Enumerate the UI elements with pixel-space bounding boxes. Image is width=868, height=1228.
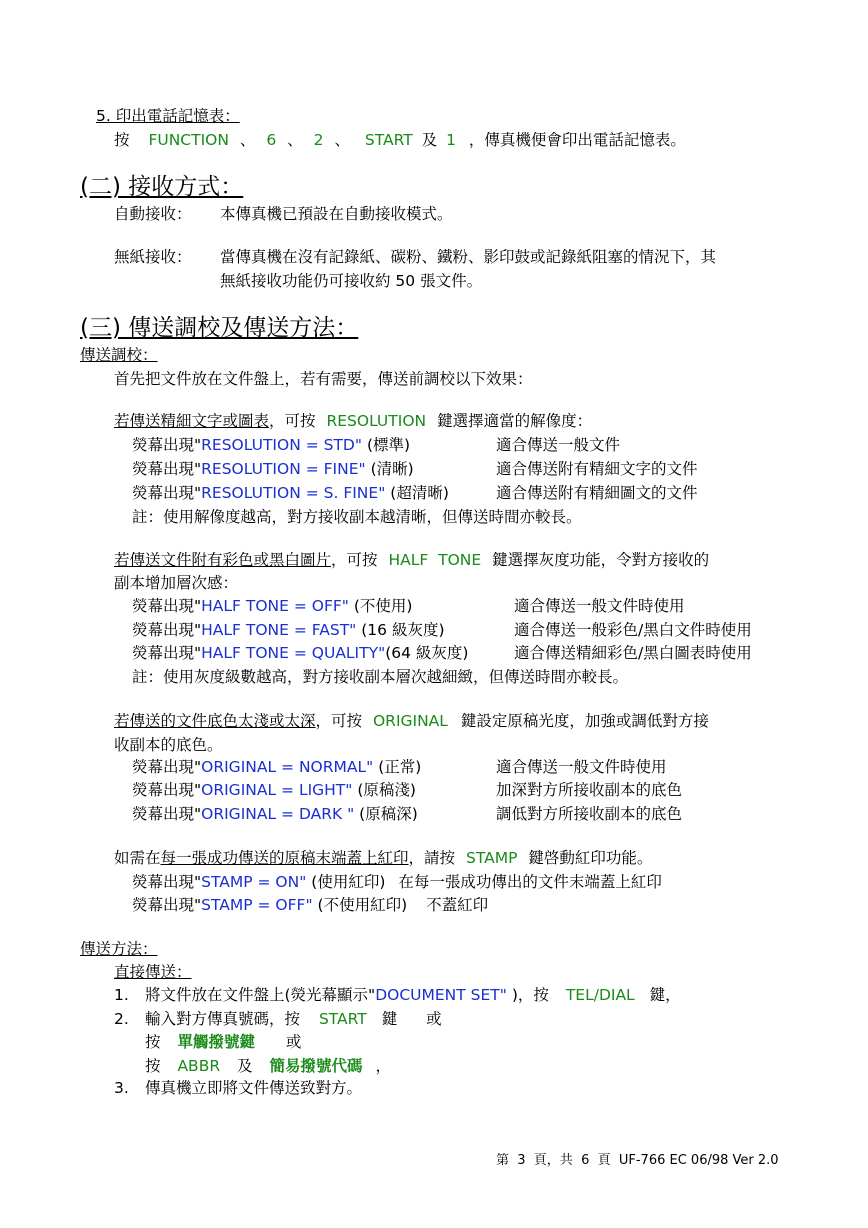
method-title: 傳送方法： xyxy=(80,940,158,958)
section-2-title: (二) 接收方式： xyxy=(80,174,244,200)
halftone-lead: 若傳送文件附有彩色或黑白圖片 xyxy=(114,551,332,569)
step-2b: 按 單觸撥號鍵 或 xyxy=(145,1033,302,1051)
text-sep: 、 xyxy=(239,131,256,149)
stamp-lead: 每一張成功傳送的原稿末端蓋上紅印 xyxy=(160,849,409,867)
text-sep: 、 xyxy=(287,131,303,149)
halftone-row: 熒幕出現"HALF TONE = QUALITY"(64 級灰度) xyxy=(132,644,469,662)
step-1-number: 1. xyxy=(114,986,129,1004)
step-1: 將文件放在文件盤上(熒光幕顯示"DOCUMENT SET" )，按 TEL/DIAL 鍵， xyxy=(145,986,681,1004)
resolution-desc: 適合傳送附有精細圖文的文件 xyxy=(496,484,698,502)
text-press: ，可按 xyxy=(315,712,363,730)
resolution-desc: 適合傳送附有精細文字的文件 xyxy=(496,460,698,478)
resolution-row: 熒幕出現"RESOLUTION = FINE" (清晰) xyxy=(132,460,414,478)
stamp-row: 熒幕出現"STAMP = ON" (使用紅印) 在每一張成功傳出的文件末端蓋上紅印 xyxy=(132,873,662,891)
s5-instruction xyxy=(114,130,686,150)
resolution-desc: 適合傳送一般文件 xyxy=(496,436,621,454)
resolution-row: 熒幕出現"RESOLUTION = S. FINE" (超清晰) xyxy=(132,484,449,502)
step-2c: 按 ABBR 及 簡易撥號代碼 ， xyxy=(145,1057,391,1075)
step-2-number: 2. xyxy=(114,1010,129,1028)
original-desc: 調低對方所接收副本的底色 xyxy=(496,805,683,823)
halftone-line-2: 副本增加層次感： xyxy=(114,574,239,592)
adjust-title: 傳送調校： xyxy=(80,346,158,364)
auto-receive-text: 本傳真機已預設在自動接收模式。 xyxy=(220,205,453,223)
adjust-intro: 首先把文件放在文件盤上，若有需要，傳送前調校以下效果： xyxy=(114,370,533,388)
resolution-row: 熒幕出現"RESOLUTION = STD" (標準) xyxy=(132,436,411,454)
text-press: 按 xyxy=(114,131,130,149)
key-halftone: HALF TONE xyxy=(388,551,482,569)
text-and: 及 xyxy=(421,131,438,149)
original-desc: 適合傳送一般文件時使用 xyxy=(496,758,667,776)
halftone-desc: 適合傳送精細彩色/黑白圖表時使用 xyxy=(514,644,752,662)
text-press: ，可按 xyxy=(269,412,316,430)
key-original: ORIGINAL xyxy=(372,712,448,730)
key-stamp: STAMP xyxy=(465,849,518,867)
resolution-lead: 若傳送精細文字或圖表 xyxy=(114,412,270,430)
key-6: 6 xyxy=(266,131,277,149)
key-2: 2 xyxy=(313,131,324,149)
halftone-desc: 適合傳送一般文件時使用 xyxy=(514,597,685,615)
original-lead: 若傳送的文件底色太淺或太深 xyxy=(114,712,316,730)
step-3-number: 3. xyxy=(114,1079,129,1097)
stamp-line: 如需在每一張成功傳送的原稿末端蓋上紅印，請按 STAMP 鍵啓動紅印功能。 xyxy=(114,849,653,867)
paperless-receive-text-2: 無紙接收功能仍可接收約 50 張文件。 xyxy=(220,272,483,290)
key-resolution: RESOLUTION xyxy=(326,412,427,430)
original-line-2: 收副本的底色。 xyxy=(114,736,223,754)
key-abbr: ABBR xyxy=(177,1057,221,1075)
text-tail: ，傳真機便會印出電話記憶表。 xyxy=(468,131,686,149)
key-speed-dial-code: 簡易撥號代碼 xyxy=(269,1057,363,1075)
resolution-note: 註：使用解像度越高，對方接收副本越清晰，但傳送時間亦較長。 xyxy=(132,508,582,526)
original-desc: 加深對方所接收副本的底色 xyxy=(496,781,683,799)
resolution-line xyxy=(114,411,592,431)
halftone-note: 註：使用灰度級數越高，對方接收副本層次越細緻，但傳送時間亦較長。 xyxy=(132,668,629,686)
paperless-receive-label: 無紙接收： xyxy=(114,248,192,266)
step-3: 傳真機立即將文件傳送致對方。 xyxy=(145,1079,363,1097)
paperless-receive-text-1: 當傳真機在沒有記錄紙、碳粉、鐵粉、影印鼓或記錄紙阻塞的情況下，其 xyxy=(220,248,717,266)
original-row: 熒幕出現"ORIGINAL = DARK " (原稿深) xyxy=(132,805,418,823)
original-line xyxy=(114,711,709,731)
key-one-touch: 單觸撥號鍵 xyxy=(177,1033,255,1051)
auto-receive-label: 自動接收： xyxy=(114,205,192,223)
halftone-tail: 鍵選擇灰度功能，令對方接收的 xyxy=(492,551,710,569)
original-row: 熒幕出現"ORIGINAL = NORMAL" (正常) xyxy=(132,758,422,776)
step-2: 輸入對方傳真號碼，按 START 鍵 或 xyxy=(145,1010,442,1028)
halftone-row: 熒幕出現"HALF TONE = OFF" (不使用) xyxy=(132,597,413,615)
halftone-desc: 適合傳送一般彩色/黑白文件時使用 xyxy=(514,621,752,639)
halftone-line xyxy=(114,550,709,570)
key-1: 1 xyxy=(446,131,456,149)
key-tel-dial: TEL/DIAL xyxy=(565,986,635,1004)
stamp-row: 熒幕出現"STAMP = OFF" (不使用紅印) 不蓋紅印 xyxy=(132,896,489,914)
key-start: START xyxy=(364,131,413,149)
original-row: 熒幕出現"ORIGINAL = LIGHT" (原稿淺) xyxy=(132,781,416,799)
section-3-title: (三) 傳送調校及傳送方法： xyxy=(80,315,359,341)
text-press: ，可按 xyxy=(331,551,378,569)
resolution-tail: 鍵選擇適當的解像度： xyxy=(437,412,593,430)
page-footer: 第 3 頁，共 6 頁 UF-766 EC 06/98 Ver 2.0 xyxy=(496,1153,779,1168)
key-start: START xyxy=(318,1010,367,1028)
halftone-row: 熒幕出現"HALF TONE = FAST" (16 級灰度) xyxy=(132,621,445,639)
s5-heading: 5. 印出電話記憶表： xyxy=(96,107,240,125)
text-sep: 、 xyxy=(334,131,350,149)
direct-send-title: 直接傳送： xyxy=(114,963,192,981)
original-tail: 鍵設定原稿光度，加強或調低對方接 xyxy=(460,712,709,730)
key-function: FUNCTION xyxy=(148,131,229,149)
